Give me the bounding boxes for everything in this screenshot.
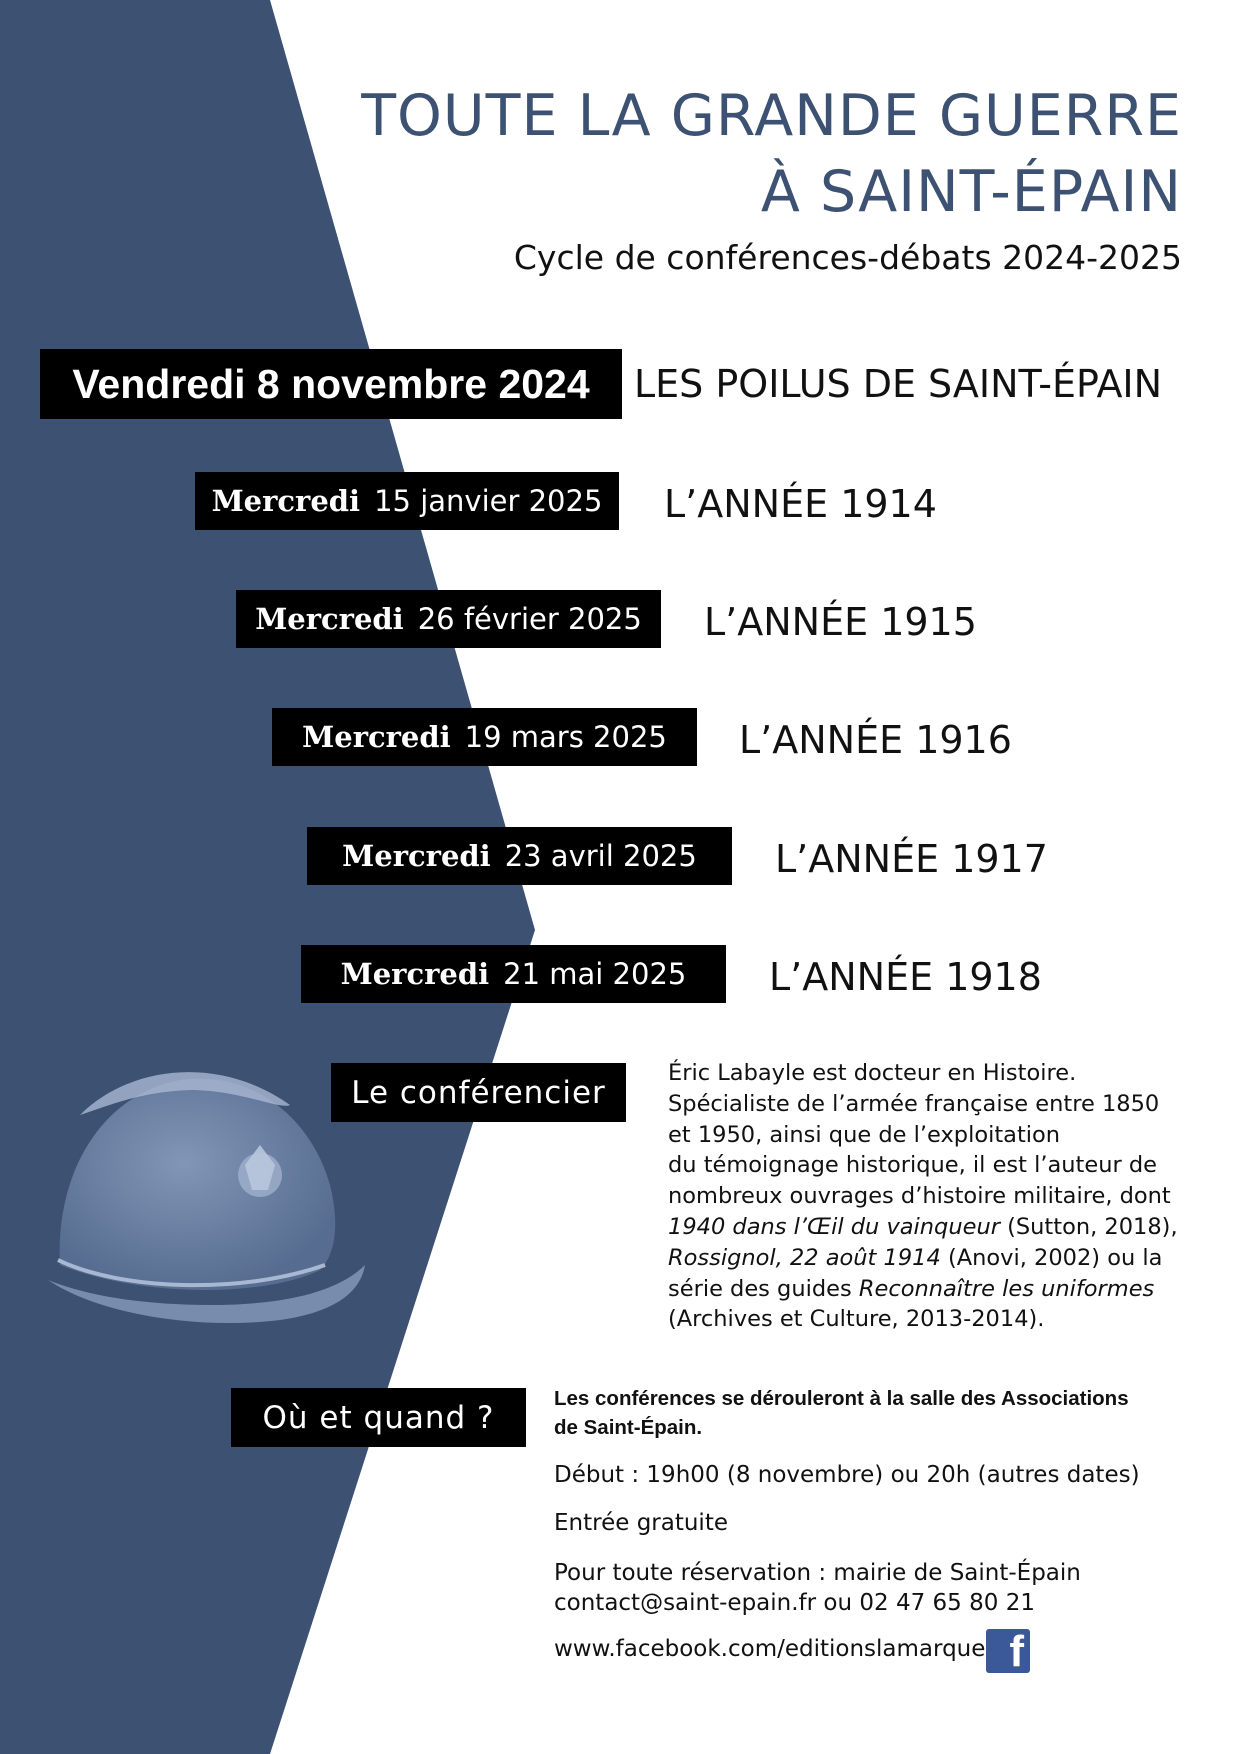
bio-line: Éric Labayle est docteur en Histoire. [668,1060,1077,1086]
bio-text: (Sutton, 2018), [999,1213,1178,1240]
adrian-helmet-icon [40,1055,370,1355]
event-date: 21 mai 2025 [503,957,687,991]
event-date: 23 avril 2025 [504,839,697,873]
venue-text [554,1384,1129,1442]
bio-line: Spécialiste de l’armée française entre 1850 [668,1090,1160,1117]
book-title: Reconnaître les uniformes [858,1275,1155,1302]
start-time-text: Début : 19h00 (8 novembre) ou 20h (autres dates) [554,1462,1140,1488]
bio-line [668,1243,1188,1274]
event-day: Mercredi [211,484,361,518]
website-link[interactable]: www.facebook.com/editionslamarque [554,1636,986,1662]
event-topic: L’ANNÉE 1917 [775,837,1048,881]
bio-line [668,1274,1188,1305]
event-day: Mercredi [255,602,404,636]
page-title-line-2: À SAINT-ÉPAIN [760,159,1182,225]
speaker-label-box: Le conférencier [331,1063,626,1122]
event-date: 26 février 2025 [417,602,642,636]
event-day: Mercredi [302,720,451,754]
event-date-box [301,945,726,1003]
event-day: Mercredi [342,839,491,873]
venue-line-2: de Saint-Épain. [554,1416,703,1439]
event-topic: L’ANNÉE 1916 [739,718,1012,762]
event-day: Mercredi [340,957,490,991]
event-date-box [272,708,697,766]
event-date: 15 janvier 2025 [374,484,603,518]
speaker-bio [668,1058,1188,1335]
event-topic: L’ANNÉE 1915 [704,600,977,644]
facebook-icon[interactable]: f [986,1629,1030,1673]
book-title: Rossignol, 22 août 1914 [668,1244,941,1271]
event-date-box [307,827,732,885]
event-date-box [195,472,619,530]
booking-text [554,1558,1081,1618]
event-topic: L’ANNÉE 1918 [769,955,1042,999]
bio-text: série des guides [668,1275,859,1302]
event-date: 19 mars 2025 [464,720,667,754]
page-subtitle: Cycle de conférences-débats 2024-2025 [513,238,1182,277]
bio-line: nombreux ouvrages d’histoire militaire, dont [668,1183,1171,1210]
first-event-date-box: Vendredi 8 novembre 2024 [40,349,622,419]
event-topic: L’ANNÉE 1914 [664,482,937,526]
where-label-box: Où et quand ? [231,1388,526,1447]
booking-line-1: Pour toute réservation : mairie de Saint-Épain [554,1560,1081,1586]
bio-text: (Anovi, 2002) ou la [940,1244,1163,1271]
book-title: 1940 dans l’Œil du vainqueur [668,1213,1000,1240]
entry-text: Entrée gratuite [554,1510,728,1536]
bio-line: du témoignage historique, il est l’auteur de [668,1152,1158,1179]
venue-line-1: Les conférences se dérouleront à la salle des Associations [554,1387,1129,1410]
bio-line [668,1212,1188,1243]
bio-line: (Archives et Culture, 2013-2014). [668,1306,1045,1333]
booking-line-2: contact@saint-epain.fr ou 02 47 65 80 21 [554,1590,1035,1616]
event-date-box [236,590,661,648]
bio-line: et 1950, ainsi que de l’exploitation [668,1121,1061,1148]
first-event-topic: LES POILUS DE SAINT-ÉPAIN [634,362,1163,406]
page-title-line-1: TOUTE LA GRANDE GUERRE [361,83,1182,149]
